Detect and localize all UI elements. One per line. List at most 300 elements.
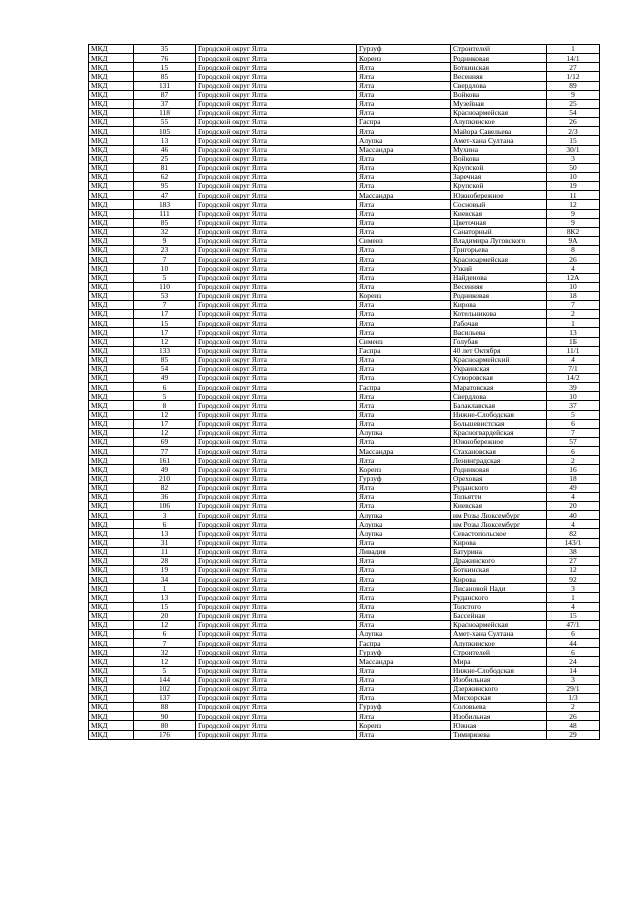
district-cell: Городской округ Ялта (196, 337, 357, 346)
street-cell: Рабочая (451, 319, 547, 328)
count-cell: 82 (134, 483, 196, 492)
locality-cell: Ялта (357, 364, 451, 373)
count-cell: 111 (134, 209, 196, 218)
locality-cell: Массандра (357, 145, 451, 154)
count-cell: 28 (134, 556, 196, 565)
locality-cell: Ялта (357, 99, 451, 108)
table-row (89, 419, 600, 428)
building-type-cell: МКД (89, 282, 134, 291)
building-type-cell: МКД (89, 511, 134, 520)
building-type-cell: МКД (89, 246, 134, 255)
locality-cell: Ялта (357, 611, 451, 620)
district-cell: Городской округ Ялта (196, 675, 357, 684)
building-type-cell: МКД (89, 620, 134, 629)
table-row (89, 364, 600, 373)
count-cell: 47 (134, 191, 196, 200)
locality-cell: Гаспра (357, 346, 451, 355)
street-cell: Маратовская (451, 383, 547, 392)
house-number-cell: 4 (547, 602, 600, 611)
district-cell: Городской округ Ялта (196, 492, 357, 501)
table-row (89, 392, 600, 401)
table-row (89, 246, 600, 255)
count-cell: 62 (134, 172, 196, 181)
district-cell: Городской округ Ялта (196, 520, 357, 529)
street-cell: Тольятти (451, 492, 547, 501)
table-row (89, 584, 600, 593)
locality-cell: Ялта (357, 246, 451, 255)
house-number-cell: 8К2 (547, 227, 600, 236)
table-row (89, 99, 600, 108)
building-type-cell: МКД (89, 264, 134, 273)
count-cell: 12 (134, 620, 196, 629)
building-type-cell: МКД (89, 108, 134, 117)
locality-cell: Алупка (357, 630, 451, 639)
count-cell: 10 (134, 264, 196, 273)
table-row (89, 54, 600, 63)
street-cell: Большевистская (451, 419, 547, 428)
count-cell: 144 (134, 675, 196, 684)
house-number-cell: 2 (547, 456, 600, 465)
count-cell: 19 (134, 566, 196, 575)
locality-cell: Ялта (357, 282, 451, 291)
district-cell: Городской округ Ялта (196, 392, 357, 401)
locality-cell: Ялта (357, 392, 451, 401)
building-type-cell: МКД (89, 575, 134, 584)
district-cell: Городской округ Ялта (196, 447, 357, 456)
building-type-cell: МКД (89, 81, 134, 90)
count-cell: 77 (134, 447, 196, 456)
locality-cell: Ялта (357, 374, 451, 383)
street-cell: Свердлова (451, 81, 547, 90)
table-row (89, 529, 600, 538)
street-cell: Алупкинское (451, 118, 547, 127)
count-cell: 15 (134, 63, 196, 72)
house-number-cell: 50 (547, 163, 600, 172)
house-number-cell: 7 (547, 428, 600, 437)
house-number-cell: 1 (547, 45, 600, 54)
district-cell: Городской округ Ялта (196, 666, 357, 675)
table-row (89, 310, 600, 319)
district-cell: Городской округ Ялта (196, 127, 357, 136)
count-cell: 12 (134, 657, 196, 666)
count-cell: 49 (134, 465, 196, 474)
building-type-cell: МКД (89, 703, 134, 712)
street-cell: Родниковая (451, 54, 547, 63)
street-cell: им Розы Люксембург (451, 520, 547, 529)
building-type-cell: МКД (89, 172, 134, 181)
house-number-cell: 44 (547, 639, 600, 648)
table-row (89, 428, 600, 437)
street-cell: Севастопольское (451, 529, 547, 538)
street-cell: Толстого (451, 602, 547, 611)
building-type-cell: МКД (89, 127, 134, 136)
table-row (89, 108, 600, 117)
count-cell: 106 (134, 502, 196, 511)
district-cell: Городской округ Ялта (196, 282, 357, 291)
district-cell: Городской округ Ялта (196, 300, 357, 309)
locality-cell: Ялта (357, 456, 451, 465)
district-cell: Городской округ Ялта (196, 620, 357, 629)
district-cell: Городской округ Ялта (196, 218, 357, 227)
building-type-cell: МКД (89, 639, 134, 648)
house-number-cell: 82 (547, 529, 600, 538)
count-cell: 9 (134, 236, 196, 245)
locality-cell: Ялта (357, 666, 451, 675)
house-number-cell: 19 (547, 182, 600, 191)
building-type-cell: МКД (89, 593, 134, 602)
building-type-cell: МКД (89, 428, 134, 437)
district-cell: Городской округ Ялта (196, 529, 357, 538)
locality-cell: Ялта (357, 584, 451, 593)
house-number-cell: 49 (547, 483, 600, 492)
building-type-cell: МКД (89, 383, 134, 392)
count-cell: 32 (134, 648, 196, 657)
district-cell: Городской округ Ялта (196, 154, 357, 163)
table-row (89, 602, 600, 611)
street-cell: Изобильная (451, 675, 547, 684)
table-row (89, 90, 600, 99)
table-row (89, 209, 600, 218)
building-type-cell: МКД (89, 447, 134, 456)
table-row (89, 255, 600, 264)
count-cell: 12 (134, 428, 196, 437)
count-cell: 15 (134, 319, 196, 328)
locality-cell: Алупка (357, 520, 451, 529)
building-type-cell: МКД (89, 410, 134, 419)
district-cell: Городской округ Ялта (196, 273, 357, 282)
house-number-cell: 14/2 (547, 374, 600, 383)
street-cell: Григорьева (451, 246, 547, 255)
count-cell: 49 (134, 374, 196, 383)
house-number-cell: 47/1 (547, 620, 600, 629)
table-row (89, 118, 600, 127)
street-cell: им Розы Люксембург (451, 511, 547, 520)
street-cell: Мухина (451, 145, 547, 154)
count-cell: 161 (134, 456, 196, 465)
street-cell: Нижне-Слободская (451, 410, 547, 419)
table-row (89, 273, 600, 282)
count-cell: 102 (134, 684, 196, 693)
district-cell: Городской округ Ялта (196, 291, 357, 300)
house-number-cell: 89 (547, 81, 600, 90)
street-cell: Родниковая (451, 465, 547, 474)
building-type-cell: МКД (89, 547, 134, 556)
locality-cell: Ялта (357, 154, 451, 163)
locality-cell: Ливадия (357, 547, 451, 556)
locality-cell: Гаспра (357, 639, 451, 648)
district-cell: Городской округ Ялта (196, 246, 357, 255)
street-cell: Дражинского (451, 556, 547, 565)
building-type-cell: МКД (89, 684, 134, 693)
building-type-cell: МКД (89, 63, 134, 72)
house-number-cell: 10 (547, 282, 600, 291)
building-type-cell: МКД (89, 310, 134, 319)
street-cell: Балаклавская (451, 401, 547, 410)
street-cell: Музейная (451, 99, 547, 108)
street-cell: Красногвардейская (451, 428, 547, 437)
street-cell: Строителей (451, 45, 547, 54)
district-cell: Городской округ Ялта (196, 200, 357, 209)
house-number-cell: 14/1 (547, 54, 600, 63)
district-cell: Городской округ Ялта (196, 693, 357, 702)
building-type-cell: МКД (89, 693, 134, 702)
house-number-cell: 37 (547, 401, 600, 410)
district-cell: Городской округ Ялта (196, 310, 357, 319)
table-row (89, 657, 600, 666)
count-cell: 35 (134, 45, 196, 54)
district-cell: Городской округ Ялта (196, 703, 357, 712)
district-cell: Городской округ Ялта (196, 136, 357, 145)
district-cell: Городской округ Ялта (196, 684, 357, 693)
street-cell: Алупкинское (451, 639, 547, 648)
table-row (89, 447, 600, 456)
house-number-cell: 39 (547, 383, 600, 392)
house-number-cell: 29 (547, 730, 600, 739)
table-row (89, 182, 600, 191)
house-number-cell: 26 (547, 255, 600, 264)
locality-cell: Ялта (357, 410, 451, 419)
building-type-cell: МКД (89, 300, 134, 309)
house-number-cell: 30/1 (547, 145, 600, 154)
table-row (89, 218, 600, 227)
housing-table-body (89, 45, 600, 740)
district-cell: Городской округ Ялта (196, 172, 357, 181)
house-number-cell: 27 (547, 63, 600, 72)
locality-cell: Ялта (357, 684, 451, 693)
district-cell: Городской округ Ялта (196, 108, 357, 117)
district-cell: Городской округ Ялта (196, 575, 357, 584)
district-cell: Городской округ Ялта (196, 401, 357, 410)
house-number-cell: 24 (547, 657, 600, 666)
district-cell: Городской округ Ялта (196, 90, 357, 99)
locality-cell: Кореиз (357, 721, 451, 730)
street-cell: Красноармейская (451, 108, 547, 117)
table-row (89, 721, 600, 730)
count-cell: 5 (134, 273, 196, 282)
street-cell: Мира (451, 657, 547, 666)
house-number-cell: 7/1 (547, 364, 600, 373)
house-number-cell: 6 (547, 630, 600, 639)
table-row (89, 438, 600, 447)
district-cell: Городской округ Ялта (196, 511, 357, 520)
locality-cell: Ялта (357, 310, 451, 319)
district-cell: Городской округ Ялта (196, 163, 357, 172)
count-cell: 25 (134, 154, 196, 163)
district-cell: Городской округ Ялта (196, 639, 357, 648)
locality-cell: Гурзуф (357, 45, 451, 54)
district-cell: Городской округ Ялта (196, 483, 357, 492)
table-row (89, 63, 600, 72)
house-number-cell: 1 (547, 319, 600, 328)
count-cell: 13 (134, 529, 196, 538)
house-number-cell: 12А (547, 273, 600, 282)
count-cell: 183 (134, 200, 196, 209)
table-row (89, 282, 600, 291)
table-row (89, 136, 600, 145)
count-cell: 23 (134, 246, 196, 255)
table-row (89, 639, 600, 648)
building-type-cell: МКД (89, 319, 134, 328)
building-type-cell: МКД (89, 648, 134, 657)
housing-table (88, 44, 600, 740)
building-type-cell: МКД (89, 492, 134, 501)
locality-cell: Ялта (357, 227, 451, 236)
locality-cell: Ялта (357, 419, 451, 428)
district-cell: Городской округ Ялта (196, 428, 357, 437)
table-row (89, 163, 600, 172)
house-number-cell: 9 (547, 209, 600, 218)
count-cell: 54 (134, 364, 196, 373)
district-cell: Городской округ Ялта (196, 81, 357, 90)
house-number-cell: 11/1 (547, 346, 600, 355)
locality-cell: Алупка (357, 511, 451, 520)
district-cell: Городской округ Ялта (196, 730, 357, 739)
building-type-cell: МКД (89, 163, 134, 172)
locality-cell: Алупка (357, 136, 451, 145)
house-number-cell: 27 (547, 556, 600, 565)
locality-cell: Ялта (357, 108, 451, 117)
street-cell: Кирова (451, 538, 547, 547)
table-row (89, 401, 600, 410)
table-row (89, 502, 600, 511)
building-type-cell: МКД (89, 236, 134, 245)
count-cell: 81 (134, 163, 196, 172)
building-type-cell: МКД (89, 566, 134, 575)
building-type-cell: МКД (89, 721, 134, 730)
house-number-cell: 2 (547, 703, 600, 712)
street-cell: Украинская (451, 364, 547, 373)
building-type-cell: МКД (89, 666, 134, 675)
district-cell: Городской округ Ялта (196, 547, 357, 556)
locality-cell: Гурзуф (357, 703, 451, 712)
locality-cell: Ялта (357, 575, 451, 584)
district-cell: Городской округ Ялта (196, 556, 357, 565)
building-type-cell: МКД (89, 182, 134, 191)
house-number-cell: 4 (547, 520, 600, 529)
locality-cell: Ялта (357, 90, 451, 99)
street-cell: Кирова (451, 575, 547, 584)
house-number-cell: 26 (547, 712, 600, 721)
house-number-cell: 9А (547, 236, 600, 245)
house-number-cell: 16 (547, 465, 600, 474)
locality-cell: Ялта (357, 712, 451, 721)
count-cell: 12 (134, 410, 196, 419)
house-number-cell: 54 (547, 108, 600, 117)
locality-cell: Ялта (357, 502, 451, 511)
district-cell: Городской округ Ялта (196, 364, 357, 373)
count-cell: 55 (134, 118, 196, 127)
building-type-cell: МКД (89, 392, 134, 401)
street-cell: Дзержинского (451, 684, 547, 693)
locality-cell: Ялта (357, 538, 451, 547)
house-number-cell: 9 (547, 218, 600, 227)
locality-cell: Алупка (357, 428, 451, 437)
count-cell: 118 (134, 108, 196, 117)
table-row (89, 730, 600, 739)
table-row (89, 383, 600, 392)
district-cell: Городской округ Ялта (196, 648, 357, 657)
building-type-cell: МКД (89, 218, 134, 227)
table-row (89, 556, 600, 565)
table-row (89, 81, 600, 90)
locality-cell: Ялта (357, 730, 451, 739)
count-cell: 85 (134, 218, 196, 227)
street-cell: Котельникова (451, 310, 547, 319)
building-type-cell: МКД (89, 401, 134, 410)
table-row (89, 630, 600, 639)
locality-cell: Ялта (357, 255, 451, 264)
count-cell: 15 (134, 602, 196, 611)
count-cell: 6 (134, 630, 196, 639)
count-cell: 11 (134, 547, 196, 556)
building-type-cell: МКД (89, 45, 134, 54)
count-cell: 37 (134, 99, 196, 108)
count-cell: 6 (134, 520, 196, 529)
building-type-cell: МКД (89, 374, 134, 383)
table-row (89, 684, 600, 693)
street-cell: Руданского (451, 483, 547, 492)
locality-cell: Ялта (357, 693, 451, 702)
locality-cell: Кореиз (357, 465, 451, 474)
district-cell: Городской округ Ялта (196, 538, 357, 547)
house-number-cell: 13 (547, 328, 600, 337)
district-cell: Городской округ Ялта (196, 712, 357, 721)
street-cell: Суворовская (451, 374, 547, 383)
street-cell: Санаторный (451, 227, 547, 236)
count-cell: 131 (134, 81, 196, 90)
district-cell: Городской округ Ялта (196, 328, 357, 337)
district-cell: Городской округ Ялта (196, 383, 357, 392)
count-cell: 7 (134, 255, 196, 264)
locality-cell: Ялта (357, 319, 451, 328)
building-type-cell: МКД (89, 675, 134, 684)
count-cell: 17 (134, 310, 196, 319)
house-number-cell: 1/12 (547, 72, 600, 81)
building-type-cell: МКД (89, 118, 134, 127)
count-cell: 20 (134, 611, 196, 620)
district-cell: Городской округ Ялта (196, 419, 357, 428)
building-type-cell: МКД (89, 227, 134, 236)
building-type-cell: МКД (89, 602, 134, 611)
count-cell: 17 (134, 419, 196, 428)
locality-cell: Ялта (357, 593, 451, 602)
locality-cell: Ялта (357, 328, 451, 337)
table-row (89, 456, 600, 465)
building-type-cell: МКД (89, 346, 134, 355)
table-row (89, 346, 600, 355)
table-row (89, 712, 600, 721)
street-cell: Нижне-Слободская (451, 666, 547, 675)
street-cell: Киевская (451, 502, 547, 511)
locality-cell: Ялта (357, 63, 451, 72)
building-type-cell: МКД (89, 529, 134, 538)
count-cell: 6 (134, 383, 196, 392)
street-cell: Ленинградская (451, 456, 547, 465)
building-type-cell: МКД (89, 474, 134, 483)
street-cell: Руданского (451, 593, 547, 602)
district-cell: Городской округ Ялта (196, 566, 357, 575)
district-cell: Городской округ Ялта (196, 438, 357, 447)
house-number-cell: 4 (547, 492, 600, 501)
street-cell: Кирова (451, 300, 547, 309)
table-row (89, 337, 600, 346)
locality-cell: Ялта (357, 72, 451, 81)
district-cell: Городской округ Ялта (196, 72, 357, 81)
count-cell: 7 (134, 300, 196, 309)
table-row (89, 227, 600, 236)
house-number-cell: 6 (547, 447, 600, 456)
street-cell: Васильева (451, 328, 547, 337)
